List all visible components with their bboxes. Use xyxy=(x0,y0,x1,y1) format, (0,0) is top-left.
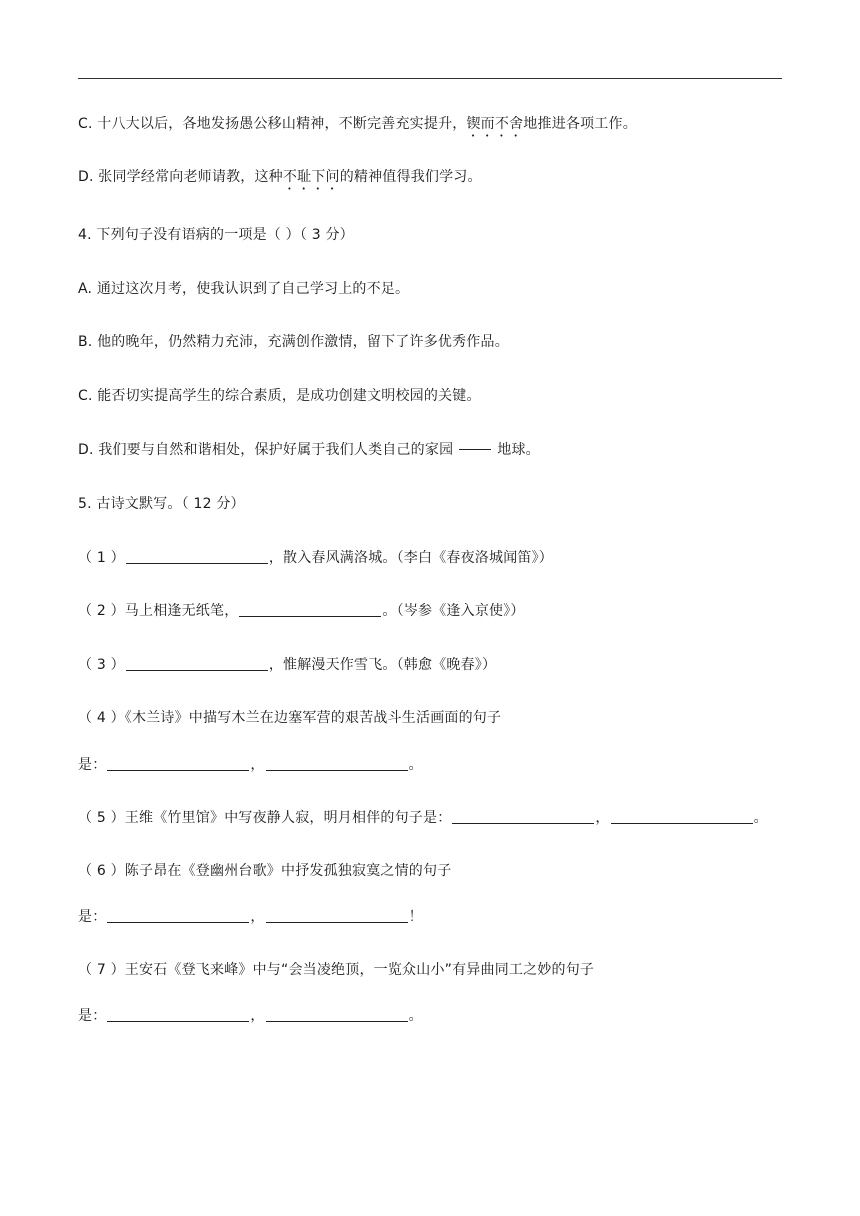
q5-item-4-answer: 是： ， 。 xyxy=(78,757,423,773)
answer-blank[interactable] xyxy=(126,549,268,564)
q4-stem: 4. 下列句子没有语病的一项是（ ）（ 3 分） xyxy=(78,227,354,243)
q5-item-4-prompt: （ 4 ）《木兰诗》中描写木兰在边塞军营的艰苦战斗生活画面的句子 xyxy=(78,710,502,726)
header-divider xyxy=(78,78,782,79)
answer-blank[interactable] xyxy=(611,809,753,824)
q5-item-2: （ 2 ）马上相逢无纸笔， 。（岑参《逢入京使》） xyxy=(78,603,525,619)
q5-stem: 5. 古诗文默写。（ 12 分） xyxy=(78,496,245,512)
emphasized-idiom: 锲而不舍 xyxy=(466,116,524,132)
q5-item-6-prompt: （ 6 ）陈子昂在《登幽州台歌》中抒发孤独寂寞之情的句子 xyxy=(78,863,452,879)
answer-blank[interactable] xyxy=(452,809,594,824)
answer-blank[interactable] xyxy=(107,1007,249,1022)
q5-item-6-answer: 是： ， ！ xyxy=(78,909,423,925)
q3-option-c: C. 十八大以后，各地发扬愚公移山精神，不断完善充实提升，锲而不舍地推进各项工作。 xyxy=(78,116,637,132)
answer-blank[interactable] xyxy=(107,756,249,771)
q4-option-b: B. 他的晚年，仍然精力充沛，充满创作激情，留下了许多优秀作品。 xyxy=(78,334,509,350)
answer-blank[interactable] xyxy=(239,602,381,617)
answer-blank[interactable] xyxy=(266,756,408,771)
q5-item-7-prompt: （ 7 ）王安石《登飞来峰》中与“会当凌绝顶，一览众山小”有异曲同工之妙的句子 xyxy=(78,962,595,978)
q4-option-c: C. 能否切实提高学生的综合素质，是成功创建文明校园的关键。 xyxy=(78,388,481,404)
em-dash xyxy=(459,449,491,450)
q5-item-1: （ 1 ） ，散入春风满洛城。（李白《春夜洛城闻笛》） xyxy=(78,550,554,566)
q4-option-a: A. 通过这次月考，使我认识到了自己学习上的不足。 xyxy=(78,281,410,297)
q5-item-5: （ 5 ）王维《竹里馆》中写夜静人寂，明月相伴的句子是： ， 。 xyxy=(78,810,768,826)
answer-blank[interactable] xyxy=(266,908,408,923)
answer-blank[interactable] xyxy=(266,1007,408,1022)
q5-item-3: （ 3 ） ，惟解漫天作雪飞。（韩愈《晚春》） xyxy=(78,657,497,673)
answer-blank[interactable] xyxy=(107,908,249,923)
q5-item-7-answer: 是： ， 。 xyxy=(78,1008,423,1024)
q3-option-d: D. 张同学经常向老师请教，这种不耻下问的精神值得我们学习。 xyxy=(78,169,482,185)
answer-blank[interactable] xyxy=(126,656,268,671)
q4-option-d: D. 我们要与自然和谐相处，保护好属于我们人类自己的家园 地球。 xyxy=(78,442,540,458)
emphasized-idiom: 不耻下问 xyxy=(282,169,340,185)
